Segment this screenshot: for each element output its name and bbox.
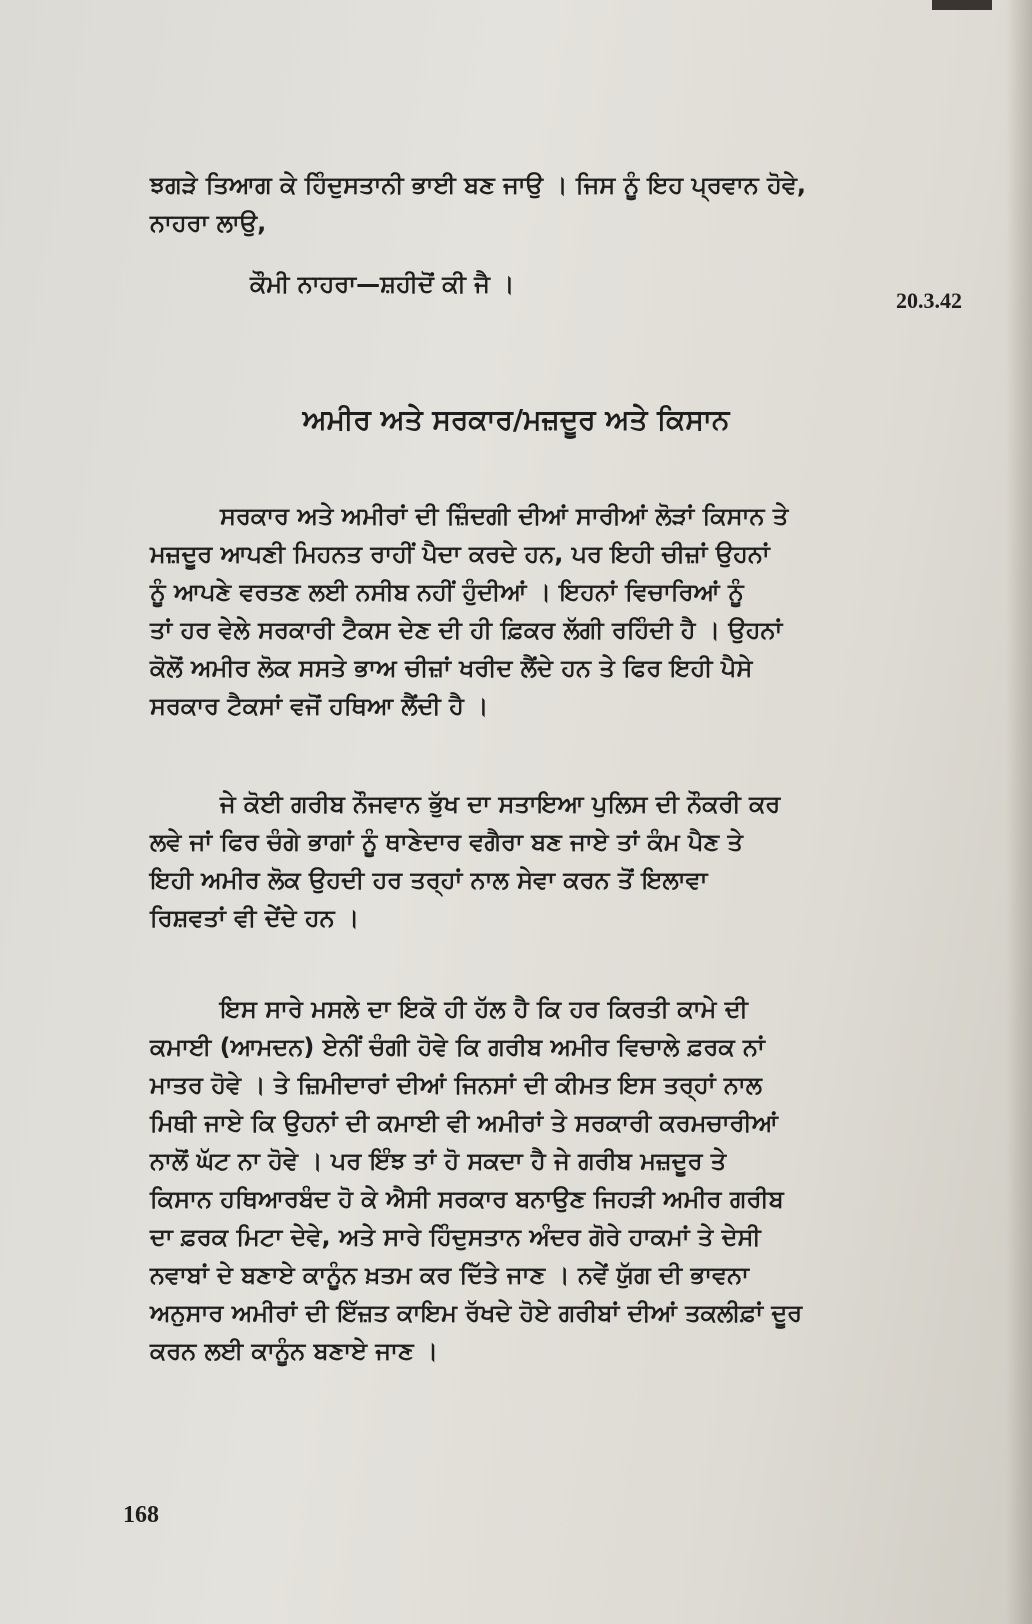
- paragraph-line: ਇਹੀ ਅਮੀਰ ਲੋਕ ਉਹਦੀ ਹਰ ਤਰ੍ਹਾਂ ਨਾਲ ਸੇਵਾ ਕਰਨ ਤੋਂ ਇਲਾਵਾ: [150, 866, 708, 894]
- intro-line-2: ਨਾਹਰਾ ਲਾਉ,: [150, 209, 267, 237]
- paragraph-line: ਨੂੰ ਆਪਣੇ ਵਰਤਣ ਲਈ ਨਸੀਬ ਨਹੀਂ ਹੁੰਦੀਆਂ । ਇਹਨਾਂ ਵਿਚਾਰਿਆਂ ਨੂੰ: [150, 578, 744, 606]
- paragraph-line: ਮਾਤਰ ਹੋਵੇ । ਤੇ ਜ਼ਿਮੀਦਾਰਾਂ ਦੀਆਂ ਜਿਨਸਾਂ ਦੀ ਕੀਮਤ ਇਸ ਤਰ੍ਹਾਂ ਨਾਲ: [150, 1071, 762, 1099]
- paragraph-line: ਨਾਲੋਂ ਘੱਟ ਨਾ ਹੋਵੇ । ਪਰ ਇੰਝ ਤਾਂ ਹੋ ਸਕਦਾ ਹੈ ਜੇ ਗਰੀਬ ਮਜ਼ਦੂਰ ਤੇ: [150, 1147, 727, 1175]
- paragraph-line: ਲਵੇ ਜਾਂ ਫਿਰ ਚੰਗੇ ਭਾਗਾਂ ਨੂੰ ਥਾਣੇਦਾਰ ਵਗੈਰਾ ਬਣ ਜਾਏ ਤਾਂ ਕੰਮ ਪੈਣ ਤੇ: [150, 828, 743, 856]
- paragraph-line: ਮਿਥੀ ਜਾਏ ਕਿ ਉਹਨਾਂ ਦੀ ਕਮਾਈ ਵੀ ਅਮੀਰਾਂ ਤੇ ਸਰਕਾਰੀ ਕਰਮਚਾਰੀਆਂ: [150, 1109, 778, 1137]
- intro-line-1: ਝਗੜੇ ਤਿਆਗ ਕੇ ਹਿੰਦੁਸਤਾਨੀ ਭਾਈ ਬਣ ਜਾਉ । ਜਿਸ ਨੂੰ ਇਹ ਪ੍ਰਵਾਨ ਹੋਵੇ,: [150, 171, 807, 199]
- paragraph-1: [150, 497, 970, 725]
- section-heading: ਅਮੀਰ ਅਤੇ ਸਰਕਾਰ/ਮਜ਼ਦੂਰ ਅਤੇ ਕਿਸਾਨ: [302, 403, 730, 436]
- intro-block: [150, 166, 970, 242]
- page-edge-shadow: [1006, 0, 1032, 1624]
- paragraph-line: ਮਜ਼ਦੂਰ ਆਪਣੀ ਮਿਹਨਤ ਰਾਹੀਂ ਪੈਦਾ ਕਰਦੇ ਹਨ, ਪਰ ਇਹੀ ਚੀਜ਼ਾਂ ਉਹਨਾਂ: [150, 540, 770, 568]
- paragraph-line: ਜੇ ਕੋਈ ਗਰੀਬ ਨੌਜਵਾਨ ਭੁੱਖ ਦਾ ਸਤਾਇਆ ਪੁਲਿਸ ਦੀ ਨੌਕਰੀ ਕਰ: [220, 790, 781, 818]
- paragraph-line: ਸਰਕਾਰ ਅਤੇ ਅਮੀਰਾਂ ਦੀ ਜ਼ਿੰਦਗੀ ਦੀਆਂ ਸਾਰੀਆਂ ਲੋੜਾਂ ਕਿਸਾਨ ਤੇ: [220, 502, 789, 530]
- paragraph-line: ਰਿਸ਼ਵਤਾਂ ਵੀ ਦੇਂਦੇ ਹਨ ।: [150, 904, 360, 932]
- paragraph-line: ਕਰਨ ਲਈ ਕਾਨੂੰਨ ਬਣਾਏ ਜਾਣ ।: [150, 1337, 439, 1365]
- paragraph-line: ਇਸ ਸਾਰੇ ਮਸਲੇ ਦਾ ਇਕੋ ਹੀ ਹੱਲ ਹੈ ਕਿ ਹਰ ਕਿਰਤੀ ਕਾਮੇ ਦੀ: [220, 995, 748, 1023]
- paragraph-line: ਤਾਂ ਹਰ ਵੇਲੇ ਸਰਕਾਰੀ ਟੈਕਸ ਦੇਣ ਦੀ ਹੀ ਫ਼ਿਕਰ ਲੱਗੀ ਰਹਿੰਦੀ ਹੈ । ਉਹਨਾਂ: [150, 616, 783, 644]
- paragraph-line: ਕੋਲੋਂ ਅਮੀਰ ਲੋਕ ਸਸਤੇ ਭਾਅ ਚੀਜ਼ਾਂ ਖਰੀਦ ਲੈਂਦੇ ਹਨ ਤੇ ਫਿਰ ਇਹੀ ਪੈਸੇ: [150, 654, 753, 682]
- paragraph-line: ਕਮਾਈ (ਆਮਦਨ) ਏਨੀਂ ਚੰਗੀ ਹੋਵੇ ਕਿ ਗਰੀਬ ਅਮੀਰ ਵਿਚਾਲੇ ਫ਼ਰਕ ਨਾਂ: [150, 1033, 765, 1061]
- paragraph-line: ਸਰਕਾਰ ਟੈਕਸਾਂ ਵਜੋਂ ਹਥਿਆ ਲੈਂਦੀ ਹੈ ।: [150, 692, 489, 720]
- slogan-block: [150, 265, 970, 303]
- page-corner-shadow: [932, 0, 992, 10]
- date: 20.3.42: [896, 288, 962, 313]
- page-number: 168: [123, 1502, 159, 1528]
- paragraph-2: [150, 785, 970, 937]
- paragraph-line: ਦਾ ਫ਼ਰਕ ਮਿਟਾ ਦੇਵੇ, ਅਤੇ ਸਾਰੇ ਹਿੰਦੁਸਤਾਨ ਅੰਦਰ ਗੋਰੇ ਹਾਕਮਾਂ ਤੇ ਦੇਸੀ: [150, 1223, 761, 1251]
- slogan: ਕੌਮੀ ਨਾਹਰਾ—ਸ਼ਹੀਦੋਂ ਕੀ ਜੈ ।: [250, 270, 515, 298]
- paragraph-3: [150, 990, 970, 1370]
- paragraph-line: ਕਿਸਾਨ ਹਥਿਆਰਬੰਦ ਹੋ ਕੇ ਐਸੀ ਸਰਕਾਰ ਬਨਾਉਣ ਜਿਹੜੀ ਅਮੀਰ ਗਰੀਬ: [150, 1185, 784, 1213]
- paragraph-line: ਨਵਾਬਾਂ ਦੇ ਬਣਾਏ ਕਾਨੂੰਨ ਖ਼ਤਮ ਕਰ ਦਿੱਤੇ ਜਾਣ । ਨਵੇਂ ਯੁੱਗ ਦੀ ਭਾਵਨਾ: [150, 1261, 749, 1289]
- paragraph-line: ਅਨੁਸਾਰ ਅਮੀਰਾਂ ਦੀ ਇੱਜ਼ਤ ਕਾਇਮ ਰੱਖਦੇ ਹੋਏ ਗਰੀਬਾਂ ਦੀਆਂ ਤਕਲੀਫ਼ਾਂ ਦੂਰ: [150, 1299, 803, 1327]
